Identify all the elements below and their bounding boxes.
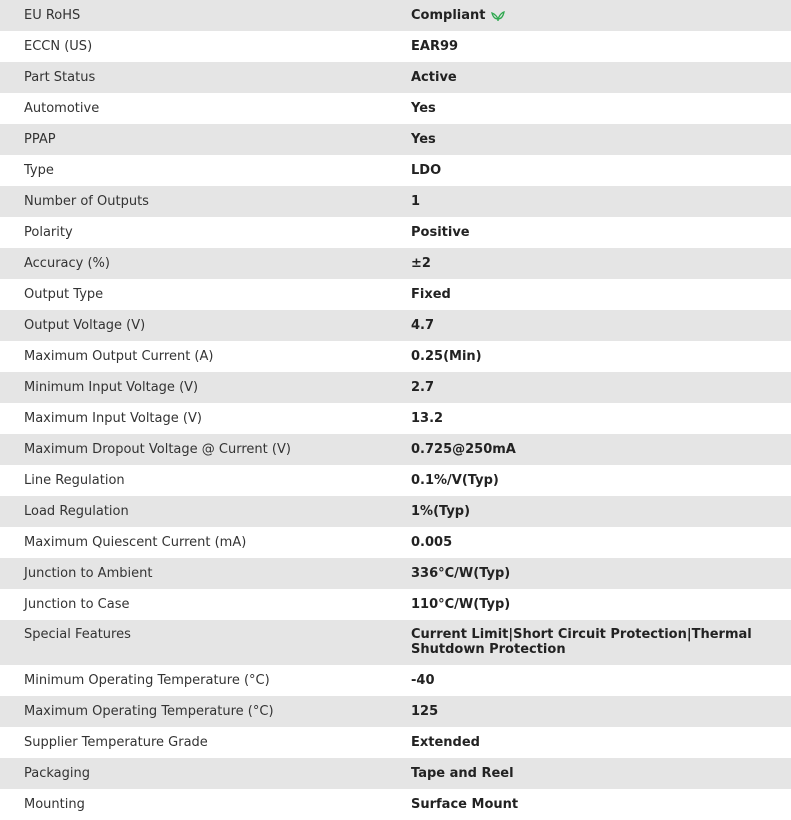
spec-row-automotive (0, 93, 791, 124)
spec-label: Maximum Dropout Voltage @ Current (V) (24, 442, 291, 457)
spec-row-supplier-temp-grade (0, 727, 791, 758)
spec-label: Packaging (24, 766, 90, 781)
spec-value-text: Compliant (411, 8, 486, 23)
spec-label: Output Voltage (V) (24, 318, 146, 333)
spec-row-part-status (0, 62, 791, 93)
spec-value: 336°C/W(Typ) (411, 566, 511, 581)
spec-label: Junction to Ambient (24, 566, 153, 581)
spec-value: 0.1%/V(Typ) (411, 473, 499, 488)
spec-value: EAR99 (411, 39, 459, 54)
spec-label: Number of Outputs (24, 194, 149, 209)
spec-value: Positive (411, 225, 470, 240)
spec-row-eccn (0, 31, 791, 62)
leaf-icon (491, 10, 505, 22)
spec-row-eu-rohs (0, 0, 791, 31)
spec-value: Active (411, 70, 457, 85)
spec-row-max-input-voltage (0, 403, 791, 434)
spec-row-line-regulation (0, 465, 791, 496)
spec-label: EU RoHS (24, 8, 81, 23)
spec-row-junction-to-ambient (0, 558, 791, 589)
spec-label: Maximum Output Current (A) (24, 349, 214, 364)
spec-label: PPAP (24, 132, 56, 147)
spec-label: Load Regulation (24, 504, 129, 519)
spec-value: Yes (411, 101, 436, 116)
spec-row-max-quiescent-current (0, 527, 791, 558)
spec-value: LDO (411, 163, 442, 178)
spec-label: Maximum Input Voltage (V) (24, 411, 202, 426)
spec-row-junction-to-case (0, 589, 791, 620)
spec-row-output-voltage (0, 310, 791, 341)
spec-row-number-of-outputs (0, 186, 791, 217)
spec-row-mounting (0, 789, 791, 820)
spec-value: Surface Mount (411, 797, 519, 812)
spec-row-max-dropout-voltage (0, 434, 791, 465)
spec-value: Yes (411, 132, 436, 147)
spec-label: Accuracy (%) (24, 256, 110, 271)
spec-value: 125 (411, 704, 439, 719)
spec-value: 1%(Typ) (411, 504, 471, 519)
spec-value: Current Limit|Short Circuit Protection|Thermal Shutdown Protection (411, 627, 752, 657)
spec-value: 110°C/W(Typ) (411, 597, 511, 612)
spec-label: ECCN (US) (24, 39, 93, 54)
spec-label: Junction to Case (24, 597, 130, 612)
spec-label: Part Status (24, 70, 96, 85)
spec-row-special-features (0, 620, 791, 665)
spec-label: Output Type (24, 287, 104, 302)
spec-label: Polarity (24, 225, 73, 240)
spec-row-polarity (0, 217, 791, 248)
spec-value: 2.7 (411, 380, 435, 395)
spec-row-min-input-voltage (0, 372, 791, 403)
spec-row-packaging (0, 758, 791, 789)
spec-label: Maximum Quiescent Current (mA) (24, 535, 247, 550)
spec-label: Special Features (24, 627, 131, 642)
spec-value: Tape and Reel (411, 766, 514, 781)
spec-value: Extended (411, 735, 480, 750)
spec-value: 4.7 (411, 318, 435, 333)
spec-label: Supplier Temperature Grade (24, 735, 208, 750)
spec-label: Mounting (24, 797, 85, 812)
spec-row-load-regulation (0, 496, 791, 527)
spec-row-min-operating-temp (0, 665, 791, 696)
spec-value: Fixed (411, 287, 451, 302)
spec-label: Minimum Input Voltage (V) (24, 380, 199, 395)
spec-value: 0.725@250mA (411, 442, 516, 457)
spec-label: Maximum Operating Temperature (°C) (24, 704, 274, 719)
spec-row-accuracy (0, 248, 791, 279)
spec-row-ppap (0, 124, 791, 155)
spec-row-max-output-current (0, 341, 791, 372)
spec-label: Minimum Operating Temperature (°C) (24, 673, 270, 688)
spec-label: Automotive (24, 101, 100, 116)
spec-value: -40 (411, 673, 435, 688)
spec-row-output-type (0, 279, 791, 310)
spec-value: 0.25(Min) (411, 349, 482, 364)
spec-value: 1 (411, 194, 421, 209)
spec-value: 13.2 (411, 411, 444, 426)
spec-value (411, 8, 791, 23)
spec-row-type (0, 155, 791, 186)
spec-label: Line Regulation (24, 473, 125, 488)
spec-row-max-operating-temp (0, 696, 791, 727)
spec-value: 0.005 (411, 535, 453, 550)
spec-value: ±2 (411, 256, 431, 271)
spec-label: Type (24, 163, 54, 178)
